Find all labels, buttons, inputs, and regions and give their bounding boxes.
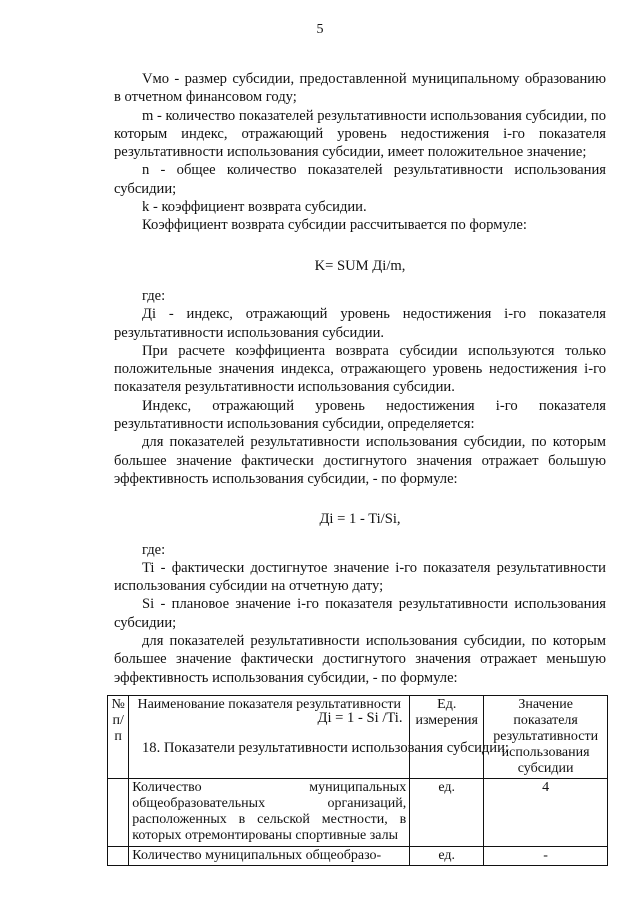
paragraph-m: m - количество показателей результативности использования субсидии, по которым индекс, отражающий уровень недостижения i-го показателя результативности использования субсидии, имеет положительное значение;	[114, 107, 607, 161]
paragraph-di: Дi - индекс, отражающий уровень недостижения i-го показателя результативности использования субсидии.	[114, 306, 606, 341]
paragraph-index-defined: Индекс, отражающий уровень недостижения i-го показателя результативности использования субсидии, определяется:	[114, 397, 606, 433]
paragraph-vmo: Vмо - размер субсидии, предоставленной муниципальному образованию в отчетном финансовом году;	[114, 71, 606, 106]
paragraph-coef-intro: Коэффициент возврата субсидии рассчитывается по формуле:	[142, 217, 527, 234]
table-row	[108, 779, 608, 847]
paragraph-si: Si - плановое значение i-го показателя результативности использования субсидии;	[114, 596, 606, 631]
paragraph-case-larger-worse: для показателей результативности использования субсидии, по которым большее значение фактически достигнутого значения отражает меньшую эффективность использования субсидии, - по формуле:	[114, 633, 606, 686]
cell-num	[108, 847, 129, 866]
cell-num	[108, 779, 129, 847]
header-name: Наименование показателя результативности	[129, 696, 410, 779]
formula-k: K= SUM Дi/m,	[314, 257, 406, 274]
cell-value: 4	[484, 779, 608, 847]
cell-unit: ед.	[410, 779, 484, 847]
paragraph-ti: Ti - фактически достигнутое значение i-го показателя результативности использования субсидии на отчетную дату;	[114, 559, 606, 595]
formula-di-1: Дi = 1 - Ti/Si,	[319, 511, 401, 528]
formula-di-2: Дi = 1 - Si /Ti.	[317, 709, 403, 726]
document-body	[114, 70, 606, 758]
where-label-2: где:	[142, 541, 166, 558]
cell-unit: ед.	[410, 847, 484, 866]
table-header-row	[108, 696, 608, 779]
paragraph-k: k - коэффициент возврата субсидии.	[142, 199, 367, 216]
page-number: 5	[316, 22, 324, 37]
where-label-1: где:	[142, 287, 166, 304]
cell-name: Количество муниципальных общеобразо-	[129, 847, 410, 866]
cell-value: -	[484, 847, 608, 866]
indicators-table	[107, 695, 608, 866]
cell-name: Количество муниципальных общеобразовательных организаций, расположенных в сельской местности, в которых отремонтированы спортивные залы	[129, 779, 410, 847]
header-value: Значение показателя результативности использования субсидии	[484, 696, 608, 779]
paragraph-n: n - общее количество показателей результативности использования субсидии;	[114, 162, 606, 197]
paragraph-positive-values: При расчете коэффициента возврата субсидии используются только положительные значения индекса, отражающего уровень недостижения i-го показателя результативности использования субсидии.	[114, 342, 606, 396]
header-unit: Ед. измерения	[410, 696, 484, 779]
header-num: № п/п	[108, 696, 129, 779]
table-row	[108, 847, 608, 866]
paragraph-case-larger-better: для показателей результативности использования субсидии, по которым большее значение фактически достигнутого значения отражает большую эффективность использования субсидии, - по формуле:	[114, 434, 606, 487]
section-title: 18. Показатели результативности использования субсидии:	[142, 740, 509, 757]
